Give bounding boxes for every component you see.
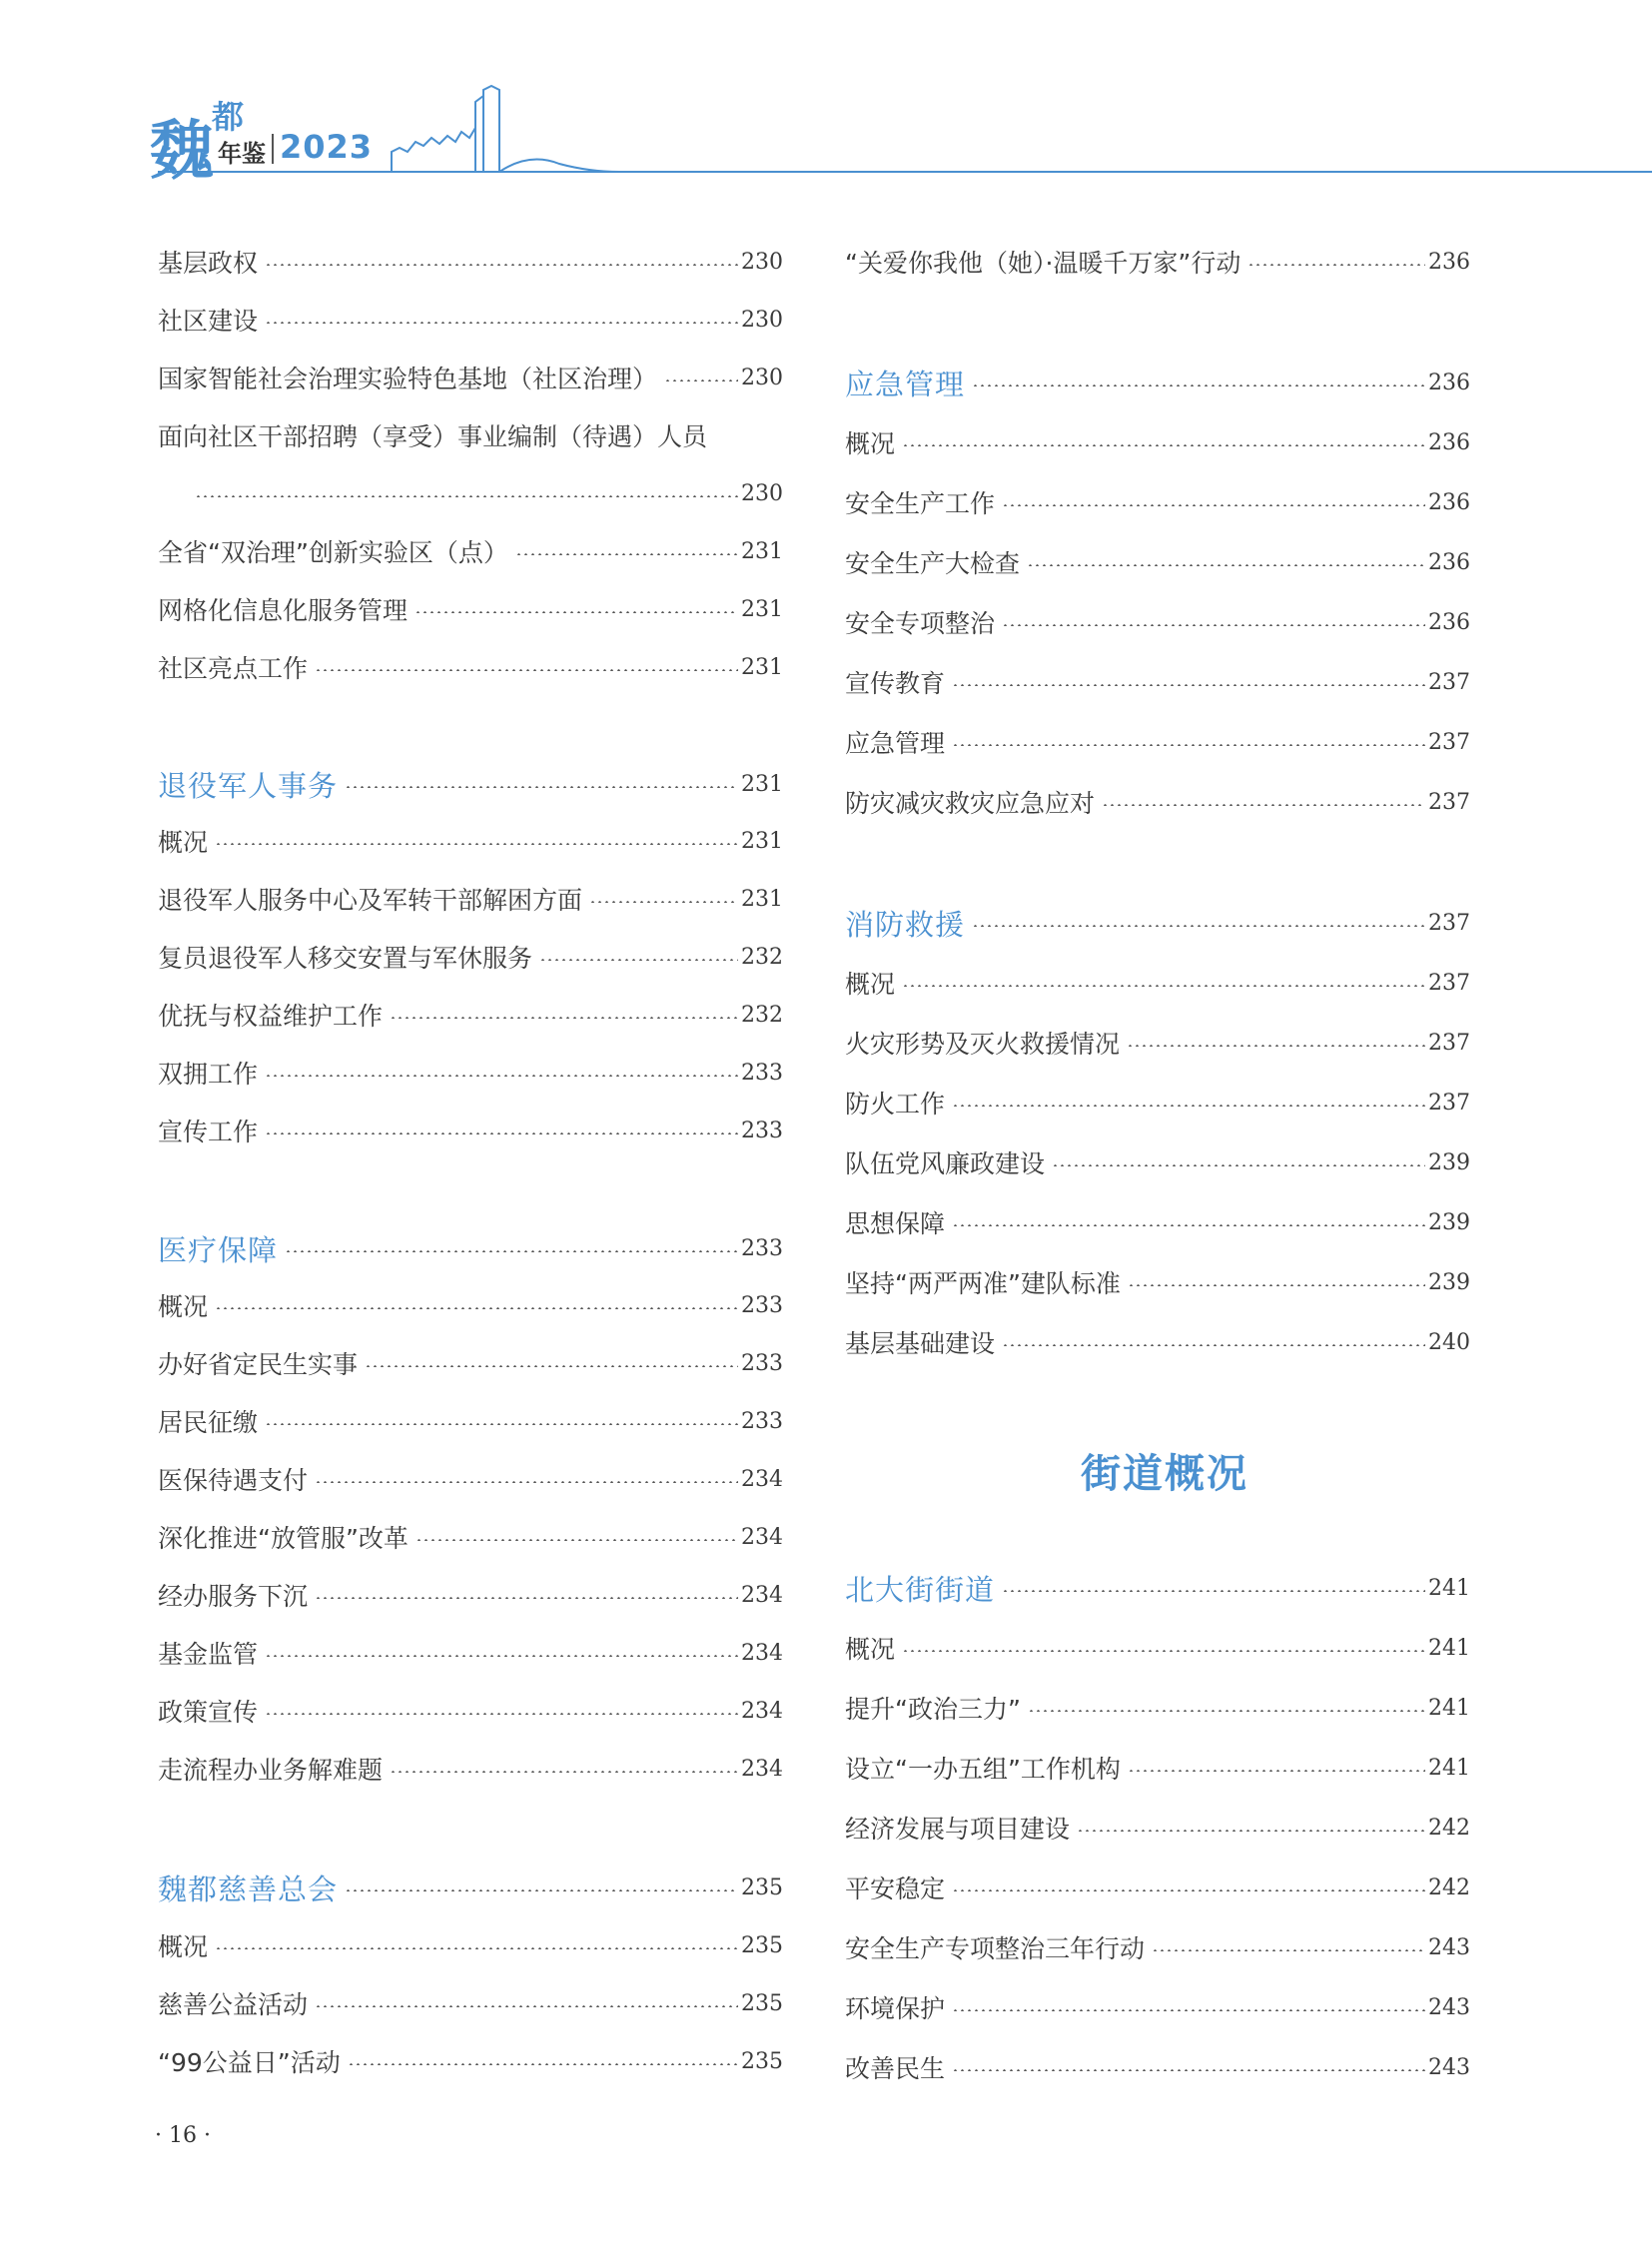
- toc-page-number: 243: [1428, 1994, 1470, 2020]
- toc-page-number: 232: [741, 944, 783, 970]
- toc-entry-label: 医疗保障: [158, 1232, 279, 1267]
- toc-page-number: 242: [1428, 1874, 1470, 1900]
- dot-leader: [902, 444, 1425, 446]
- toc-page-number: 234: [741, 1466, 783, 1492]
- toc-page-number: 236: [1428, 549, 1470, 575]
- toc-entry-label: 概况: [845, 970, 896, 999]
- toc-entry: [845, 1808, 1470, 1848]
- dot-leader: [515, 553, 738, 555]
- toc-page-number: 234: [741, 1582, 783, 1608]
- toc-entry: [158, 1111, 783, 1150]
- dot-leader: [952, 1224, 1425, 1226]
- toc-page-number: 239: [1428, 1269, 1470, 1295]
- toc-entry-label: 防灾减灾救灾应急应对: [845, 789, 1096, 818]
- dot-leader: [315, 1597, 738, 1599]
- dot-leader: [589, 901, 738, 903]
- toc-entry-label: 平安稳定: [845, 1874, 946, 1903]
- toc-entry-label: 设立“一办五组”工作机构: [845, 1755, 1121, 1784]
- toc-page-number: 243: [1428, 2054, 1470, 2080]
- toc-entry-label: 思想保障: [845, 1209, 946, 1238]
- dot-leader: [952, 1889, 1425, 1891]
- toc-page-number: 232: [741, 1002, 783, 1028]
- toc-section-heading: [845, 903, 1470, 943]
- dot-leader: [265, 322, 738, 324]
- toc-section-heading: [845, 1568, 1470, 1608]
- toc-page-number: 234: [741, 1756, 783, 1782]
- toc-entry: [845, 722, 1470, 762]
- toc-entry: [845, 2047, 1470, 2087]
- toc-entry-label: 应急管理: [845, 367, 966, 401]
- dot-leader: [285, 1250, 738, 1252]
- dot-leader: [972, 384, 1425, 386]
- dot-leader: [265, 1132, 738, 1134]
- toc-page-number: 235: [741, 1874, 783, 1900]
- toc-entry-label: “99公益日”活动: [158, 2048, 341, 2077]
- toc-entry-label: 面向社区干部招聘（享受）事业编制（待遇）人员: [158, 422, 708, 451]
- toc-page-number: 233: [741, 1408, 783, 1434]
- dot-leader: [1128, 1284, 1425, 1286]
- toc-entry-label: 全省“双治理”创新实验区（点）: [158, 538, 508, 567]
- toc-entry-label: 双拥工作: [158, 1060, 259, 1089]
- dot-leader: [1027, 564, 1425, 566]
- toc-section-heading: [158, 764, 783, 804]
- dot-leader: [265, 1655, 738, 1657]
- dot-leader: [902, 985, 1425, 987]
- toc-entry-label: 概况: [845, 429, 896, 458]
- toc-page-number: 239: [1428, 1209, 1470, 1235]
- dot-leader: [1077, 1830, 1425, 1832]
- toc-page-number: 230: [741, 307, 783, 333]
- dot-leader: [1028, 1710, 1425, 1712]
- dot-leader: [345, 786, 738, 788]
- toc-entry: [845, 1083, 1470, 1122]
- toc-page-number: 235: [741, 1932, 783, 1958]
- toc-entry-label: 医保待遇支付: [158, 1466, 309, 1495]
- toc-entry: [158, 821, 783, 861]
- toc-entry: [158, 647, 783, 687]
- toc-entry-label: 走流程办业务解难题: [158, 1756, 384, 1785]
- toc-entry: [845, 1987, 1470, 2027]
- toc-entry: [158, 589, 783, 629]
- toc-entry-label: 网格化信息化服务管理: [158, 596, 409, 625]
- toc-entry: [158, 1459, 783, 1499]
- toc-entry-label: 北大街街道: [845, 1572, 996, 1607]
- toc-entry: [158, 1633, 783, 1673]
- toc-page-number: 231: [741, 828, 783, 854]
- toc-entry-label: 环境保护: [845, 1994, 946, 2023]
- toc-entry: [845, 782, 1470, 822]
- toc-entry: [158, 1517, 783, 1557]
- dot-leader: [315, 669, 738, 671]
- toc-page-number: 241: [1428, 1755, 1470, 1781]
- dot-leader: [265, 1075, 738, 1077]
- toc-entry-label: 概况: [158, 1292, 209, 1321]
- toc-entry-label: 消防救援: [845, 907, 966, 942]
- toc-entry: [845, 1142, 1470, 1182]
- toc-page-number: 237: [1428, 789, 1470, 815]
- dot-leader: [265, 1423, 738, 1425]
- toc-page-number: 230: [741, 480, 783, 506]
- toc-entry-label: 经济发展与项目建设: [845, 1815, 1071, 1844]
- toc-page-number: 233: [741, 1350, 783, 1376]
- toc-page-number: 237: [1428, 910, 1470, 936]
- toc-entry: [158, 1575, 783, 1615]
- dot-leader: [390, 1017, 738, 1019]
- toc-page-number: 233: [741, 1060, 783, 1086]
- dot-leader: [664, 379, 738, 381]
- dot-leader: [1247, 264, 1425, 266]
- toc-entry-label: 社区亮点工作: [158, 654, 309, 683]
- toc-entry-label: 社区建设: [158, 307, 259, 336]
- toc-entry: [158, 1053, 783, 1093]
- toc-page-number: 231: [741, 886, 783, 912]
- toc-entry-label: 坚持“两严两准”建队标准: [845, 1269, 1121, 1298]
- toc-entry: [158, 473, 783, 513]
- toc-entry: [845, 542, 1470, 582]
- toc-page-number: 231: [741, 596, 783, 622]
- toc-entry: [158, 1925, 783, 1965]
- toc-entry: [158, 995, 783, 1035]
- toc-entry-label: 安全生产工作: [845, 489, 996, 518]
- toc-entry: [845, 1023, 1470, 1063]
- toc-entry: [845, 1688, 1470, 1728]
- toc-entry-label: 深化推进“放管服”改革: [158, 1524, 409, 1553]
- dot-leader: [1152, 1949, 1425, 1951]
- toc-page-number: 242: [1428, 1815, 1470, 1841]
- toc-entry-label: 基层政权: [158, 249, 259, 278]
- toc-entry: [158, 358, 783, 397]
- dot-leader: [952, 1105, 1425, 1107]
- toc-page-number: 236: [1428, 370, 1470, 395]
- toc-page-number: 241: [1428, 1695, 1470, 1721]
- dot-leader: [972, 925, 1425, 927]
- dot-leader: [1002, 1590, 1425, 1592]
- dot-leader: [952, 2069, 1425, 2071]
- toc-entry: [845, 1868, 1470, 1907]
- toc-entry-label: 提升“政治三力”: [845, 1695, 1021, 1724]
- toc-entry-label: 安全生产大检查: [845, 549, 1021, 578]
- toc-page-number: 234: [741, 1698, 783, 1724]
- toc-entry: [845, 422, 1470, 462]
- toc-entry: [845, 963, 1470, 1003]
- toc-page-number: 235: [741, 2048, 783, 2074]
- toc-entry: [845, 1628, 1470, 1668]
- logo-year: 2023: [280, 128, 374, 166]
- toc-page-number: 243: [1428, 1934, 1470, 1960]
- dot-leader: [348, 2063, 738, 2065]
- dot-leader: [539, 959, 738, 961]
- toc-entry-label: 队伍党风廉政建设: [845, 1149, 1046, 1178]
- toc-entry: [158, 1749, 783, 1789]
- toc-page-number: 237: [1428, 970, 1470, 996]
- toc-entry: [158, 415, 783, 455]
- toc-entry: [158, 879, 783, 919]
- toc-entry-label: 国家智能社会治理实验特色基地（社区治理）: [158, 365, 658, 393]
- toc-entry-label: “关爱你我他（她）·温暖千万家”行动: [845, 249, 1241, 278]
- dot-leader: [902, 1650, 1425, 1652]
- toc-section-heading: [845, 363, 1470, 402]
- toc-entry-label: 经办服务下沉: [158, 1582, 309, 1611]
- toc-page-number: 233: [741, 1118, 783, 1143]
- logo-wei-character: 魏: [150, 114, 210, 189]
- toc-entry-label: 安全生产专项整治三年行动: [845, 1934, 1146, 1963]
- toc-page-number: 233: [741, 1235, 783, 1261]
- toc-entry: [158, 2041, 783, 2081]
- toc-entry: [845, 242, 1470, 282]
- toc-entry: [158, 937, 783, 977]
- toc-entry: [158, 1983, 783, 2023]
- dot-leader: [1127, 1045, 1425, 1047]
- toc-entry-label: 应急管理: [845, 729, 946, 758]
- toc-page-number: 237: [1428, 1030, 1470, 1056]
- toc-entry-label: 安全专项整治: [845, 609, 996, 638]
- dot-leader: [315, 2005, 738, 2007]
- dot-leader: [345, 1889, 738, 1891]
- toc-page-number: 240: [1428, 1329, 1470, 1355]
- toc-entry: [158, 1691, 783, 1731]
- dot-leader: [1002, 624, 1425, 626]
- dot-leader: [265, 264, 738, 266]
- toc-entry: [845, 1927, 1470, 1967]
- dot-leader: [952, 684, 1425, 686]
- toc-entry-label: 火灾形势及灭火救援情况: [845, 1030, 1121, 1059]
- toc-page-number: 241: [1428, 1575, 1470, 1601]
- toc-page-number: 241: [1428, 1635, 1470, 1661]
- toc-entry-label: 宣传工作: [158, 1118, 259, 1146]
- toc-entry: [845, 1262, 1470, 1302]
- toc-page-number: 233: [741, 1292, 783, 1318]
- toc-entry: [845, 602, 1470, 642]
- toc-page-number: 236: [1428, 489, 1470, 515]
- toc-entry: [845, 1322, 1470, 1362]
- logo-divider: [272, 134, 274, 164]
- dot-leader: [415, 1539, 738, 1541]
- toc-page-number: 234: [741, 1640, 783, 1666]
- dot-leader: [215, 843, 738, 845]
- dot-leader: [265, 1713, 738, 1715]
- dot-leader: [1052, 1164, 1425, 1166]
- toc-page-number: 237: [1428, 669, 1470, 695]
- dot-leader: [195, 495, 738, 497]
- dot-leader: [952, 2009, 1425, 2011]
- toc-entry: [845, 1202, 1470, 1242]
- toc-entry: [158, 1285, 783, 1325]
- toc-entry: [158, 1343, 783, 1383]
- dot-leader: [215, 1947, 738, 1949]
- toc-section-heading: [158, 1868, 783, 1907]
- toc-section-heading: [158, 1228, 783, 1268]
- toc-entry-label: 概况: [158, 1932, 209, 1961]
- dot-leader: [1102, 804, 1425, 806]
- logo-du-character: 都: [212, 98, 245, 136]
- toc-entry-label: 基金监管: [158, 1640, 259, 1669]
- toc-entry: [845, 662, 1470, 702]
- toc-entry-label: 优抚与权益维护工作: [158, 1002, 384, 1031]
- page-number: · 16 ·: [155, 2123, 211, 2148]
- toc-page-number: 231: [741, 771, 783, 797]
- toc-entry-label: 概况: [158, 828, 209, 857]
- toc-entry: [158, 300, 783, 340]
- toc-entry-label: 防火工作: [845, 1090, 946, 1119]
- section-title: 街道概况: [1081, 1450, 1248, 1497]
- toc-page-number: 239: [1428, 1149, 1470, 1175]
- toc-entry-label: 政策宣传: [158, 1698, 259, 1727]
- toc-entry: [158, 1401, 783, 1441]
- toc-entry-label: 慈善公益活动: [158, 1990, 309, 2019]
- dot-leader: [1128, 1770, 1425, 1772]
- dot-leader: [315, 1481, 738, 1483]
- toc-page-number: 237: [1428, 1090, 1470, 1116]
- toc-page-number: 236: [1428, 249, 1470, 275]
- toc-entry-label: 改善民生: [845, 2054, 946, 2083]
- dot-leader: [365, 1365, 738, 1367]
- toc-entry: [158, 242, 783, 282]
- toc-page-number: 235: [741, 1990, 783, 2016]
- toc-entry: [158, 531, 783, 571]
- page-header: [0, 0, 1652, 190]
- toc-entry-label: 宣传教育: [845, 669, 946, 698]
- toc-entry-label: 基层基础建设: [845, 1329, 996, 1358]
- toc-page-number: 237: [1428, 729, 1470, 755]
- toc-page-number: 231: [741, 654, 783, 680]
- toc-page-number: 234: [741, 1524, 783, 1550]
- toc-entry-label: 概况: [845, 1635, 896, 1664]
- toc-entry-label: 退役军人事务: [158, 768, 339, 803]
- dot-leader: [390, 1771, 738, 1773]
- toc-entry-label: 退役军人服务中心及军转干部解困方面: [158, 886, 583, 915]
- dot-leader: [215, 1307, 738, 1309]
- logo-yearbook-text: 年鉴: [218, 140, 266, 168]
- dot-leader: [414, 611, 738, 613]
- toc-page-number: 230: [741, 249, 783, 275]
- toc-entry: [845, 1748, 1470, 1788]
- toc-entry-label: 办好省定民生实事: [158, 1350, 359, 1379]
- dot-leader: [1002, 504, 1425, 506]
- toc-page-number: 231: [741, 538, 783, 564]
- toc-page-number: 230: [741, 365, 783, 390]
- toc-page-number: 236: [1428, 429, 1470, 455]
- toc-page-number: 236: [1428, 609, 1470, 635]
- dot-leader: [952, 744, 1425, 746]
- dot-leader: [1002, 1344, 1425, 1346]
- toc-entry: [845, 482, 1470, 522]
- toc-entry-label: 复员退役军人移交安置与军休服务: [158, 944, 533, 973]
- toc-entry-label: 居民征缴: [158, 1408, 259, 1437]
- toc-entry-label: 魏都慈善总会: [158, 1871, 339, 1906]
